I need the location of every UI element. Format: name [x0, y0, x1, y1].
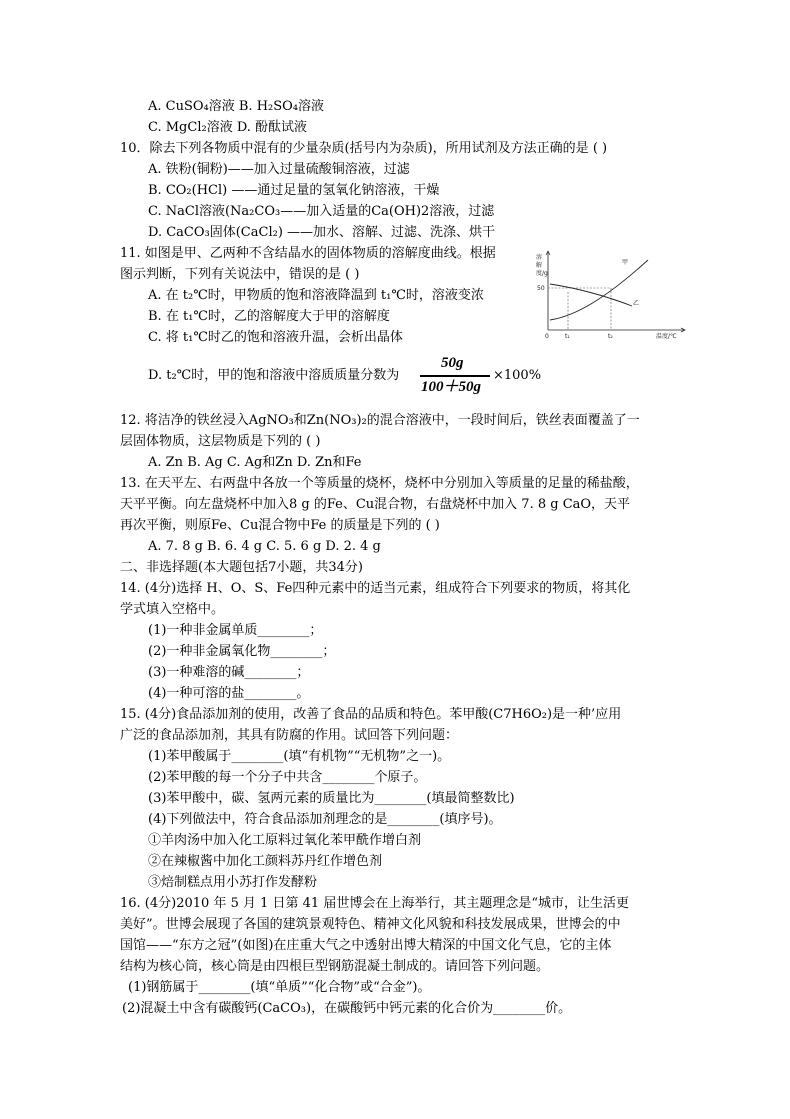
q11-option-a: A. 在 t₂℃时，甲物质的饱和溶液降温到 t₁℃时，溶液变浓	[148, 288, 484, 303]
chart-ylabel-3: 度/g	[536, 270, 548, 277]
q15-item-1: (1)苯甲酸属于________(填“有机物”“无机物”之一)。	[148, 749, 451, 764]
q14-stem-line1: 14. (4分)选择 H、O、S、Fe四种元素中的适当元素，组成符合下列要求的物质，将其化	[120, 581, 631, 596]
chart-label-yi: 乙	[633, 300, 640, 307]
q11-stem-line2: 图示判断，下列有关说法中，错误的是 ( )	[120, 267, 360, 282]
q11-stem-line1: 11. 如图是甲、乙两种不含结晶水的固体物质的溶解度曲线。根据	[120, 246, 496, 261]
q12-options: A. Zn B. Ag C. Ag和Zn D. Zn和Fe	[148, 455, 362, 470]
q13-options: A. 7. 8 g B. 6. 4 g C. 5. 6 g D. 2. 4 g	[148, 539, 381, 554]
q14-stem-line2: 学式填入空格中。	[120, 602, 225, 617]
chart-curve-jia	[550, 260, 648, 320]
q12-stem-line2: 层固体物质，这层物质是下列的 ( )	[120, 434, 321, 449]
chart-curve-yi	[550, 284, 632, 306]
q9-options-cd: C. MgCl₂溶液 D. 酚酞试液	[148, 120, 308, 135]
q16-stem-line4: 结构为核心筒，核心筒是由四根巨型钢筋混凝土制成的。请回答下列问题。	[120, 959, 550, 974]
q15-item-3: (3)苯甲酸中，碳、氢两元素的质量比为________(填最简整数比)	[148, 791, 515, 806]
chart-x-tick-t2: t₂	[608, 333, 613, 340]
chart-label-jia: 甲	[622, 259, 629, 266]
q10-option-d: D. CaCO₃固体(CaCl₂) ——加水、溶解、过滤、洗涤、烘干	[148, 225, 496, 240]
q12-stem-line1: 12. 将洁净的铁丝浸入AgNO₃和Zn(NO₃)₂的混合溶液中，一段时间后，铁丝表面覆盖了一	[120, 413, 640, 428]
solubility-chart	[536, 250, 688, 346]
q16-item-1: (1)钢筋属于________(填“单质”“化合物”或“合金”)。	[128, 980, 431, 995]
q14-item-2: (2)一种非金属氧化物________；	[148, 644, 336, 659]
q13-stem-line1: 13. 在天平左、右两盘中各放一个等质量的烧杯，烧杯中分别加入等质量的足量的稀盐酸，	[120, 476, 639, 491]
q9-options-ab: A. CuSO₄溶液 B. H₂SO₄溶液	[148, 99, 325, 114]
q15-choice-2: ②在辣椒酱中加化工颜料苏丹红作增色剂	[148, 854, 383, 869]
q11-option-c: C. 将 t₁℃时乙的饱和溶液升温，会析出晶体	[148, 330, 403, 345]
q11-option-d-suffix: ×100%	[493, 368, 542, 383]
fraction-bar	[420, 375, 490, 377]
q13-stem-line3: 再次平衡，则原Fe、Cu混合物中Fe 的质量是下列的 ( )	[120, 518, 440, 533]
q16-stem-line1: 16. (4分)2010 年 5 月 1 日第 41 届世博会在上海举行，其主题理念是“城市，让生活更	[120, 896, 629, 911]
chart-origin: 0	[545, 333, 549, 340]
q14-item-4: (4)一种可溶的盐________。	[148, 686, 310, 701]
q14-item-1: (1)一种非金属单质________；	[148, 623, 323, 638]
section-two-heading: 二、非选择题(本大题包括7小题，共34分)	[120, 560, 363, 575]
fraction-denominator: 100＋50g	[421, 379, 482, 395]
q16-stem-line3: 国馆——“东方之冠”(如图)在庄重大气之中透射出博大精深的中国文化气息，它的主体	[120, 938, 612, 953]
q15-item-2: (2)苯甲酸的每一个分子中共含________个原子。	[148, 770, 427, 785]
q15-stem-line1: 15. (4分)食品添加剂的使用，改善了食品的品质和特色。苯甲酸(C7H6O₂)是一种’应用	[120, 707, 622, 722]
q13-stem-line2: 天平平衡。向左盘烧杯中加入8 g 的Fe、Cu混合物，右盘烧杯中加入 7. 8 g CaO，天平	[120, 497, 631, 512]
chart-y-tick-50: 50	[537, 285, 545, 292]
q11-option-b: B. 在 t₁℃时，乙的溶解度大于甲的溶解度	[148, 309, 390, 324]
q10-stem: 10．除去下列各物质中混有的少量杂质(括号内为杂质)，所用试剂及方法正确的是 ( )	[120, 141, 608, 156]
chart-ylabel-2: 解	[536, 262, 543, 269]
q10-option-c: C. NaCl溶液(Na₂CO₃——加入适量的Ca(OH)2溶液，过滤	[148, 204, 495, 219]
q15-choice-1: ①羊肉汤中加入化工原料过氧化苯甲酰作增白剂	[148, 833, 422, 848]
q15-choice-3: ③焙制糕点用小苏打作发酵粉	[148, 875, 318, 890]
chart-ylabel-1: 溶	[536, 254, 543, 261]
q16-stem-line2: 美好”。世博会展现了各国的建筑景观特色、精神文化风貌和科技发展成果，世博会的中	[120, 917, 621, 932]
q15-item-4: (4)下列做法中，符合食品添加剂理念的是________(填序号)。	[148, 812, 502, 827]
q10-option-b: B. CO₂(HCl) ——通过足量的氢氧化钠溶液，干燥	[148, 183, 440, 198]
fraction-numerator: 50g	[441, 355, 464, 371]
chart-x-tick-t1: t₁	[565, 333, 570, 340]
q10-option-a: A. 铁粉(铜粉)——加入过量硫酸铜溶液，过滤	[148, 162, 410, 177]
q15-stem-line2: 广泛的食品添加剂，其具有防腐的作用。试回答下列问题：	[120, 728, 459, 743]
q14-item-3: (3)一种难溶的碱________；	[148, 665, 310, 680]
chart-xlabel: 温度/℃	[656, 333, 677, 340]
q16-item-2: (2)混凝土中含有碳酸钙(CaCO₃)，在碳酸钙中钙元素的化合价为________价。	[122, 1001, 572, 1016]
q11-option-d: D. t₂℃时，甲的饱和溶液中溶质质量分数为	[148, 368, 400, 383]
